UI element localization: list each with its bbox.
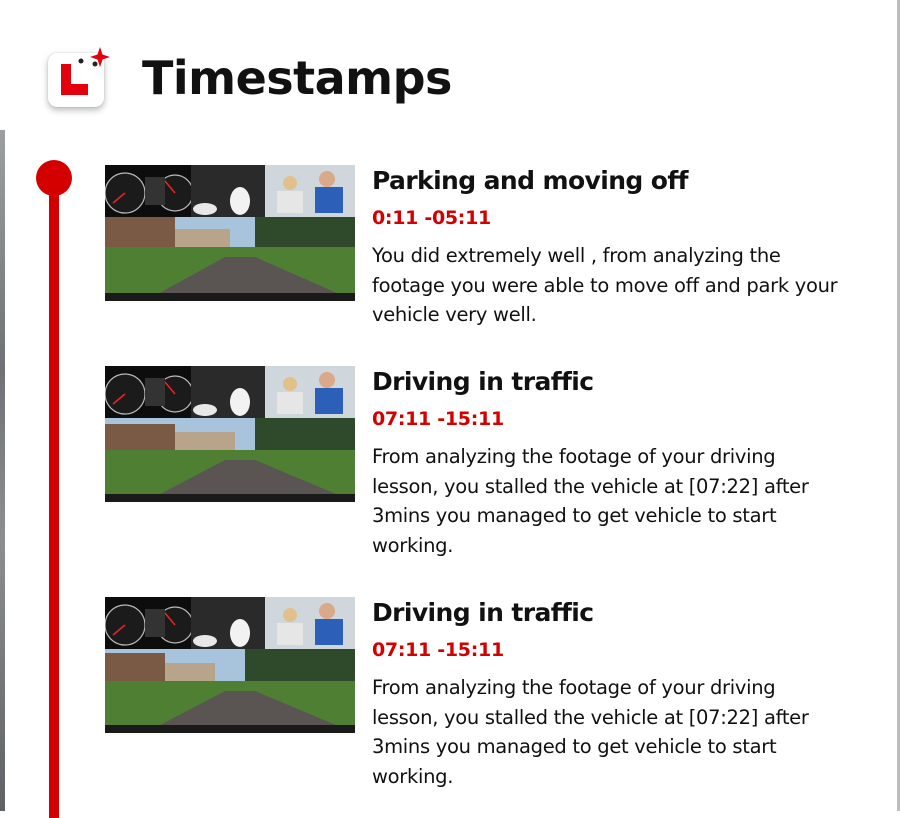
entry-time-range[interactable]: 07:11 -15:11 — [372, 639, 504, 661]
timeline-line — [49, 178, 59, 818]
entry-description: You did extremely well , from analyzing the footage you were able to move off and park your vehicle very well. — [372, 244, 838, 326]
background-photo-edge — [0, 130, 5, 811]
entry-description: From analyzing the footage of your driving lesson, you stalled the vehicle at [07:22] after 3mins you managed to get vehicle to start working. — [372, 676, 809, 788]
dashcam-multiview-image — [105, 366, 355, 502]
plus-sparkle-icon — [88, 45, 112, 69]
video-thumbnail[interactable] — [105, 366, 355, 502]
entry-title: Driving in traffic — [372, 598, 594, 627]
entry-title: Parking and moving off — [372, 166, 688, 195]
entry-time-range[interactable]: 07:11 -15:11 — [372, 408, 504, 430]
entry-title: Driving in traffic — [372, 367, 594, 396]
video-thumbnail[interactable] — [105, 165, 355, 301]
entry-description: From analyzing the footage of your driving lesson, you stalled the vehicle at [07:22] after 3mins you managed to get vehicle to start working. — [372, 445, 809, 557]
video-thumbnail[interactable] — [105, 597, 355, 733]
page-title: Timestamps — [142, 51, 452, 105]
dashcam-multiview-image — [105, 165, 355, 301]
learner-l-plate-icon — [48, 53, 104, 107]
dashcam-multiview-image — [105, 597, 355, 733]
timeline-start-dot — [36, 160, 72, 196]
entry-time-range[interactable]: 0:11 -05:11 — [372, 207, 491, 229]
